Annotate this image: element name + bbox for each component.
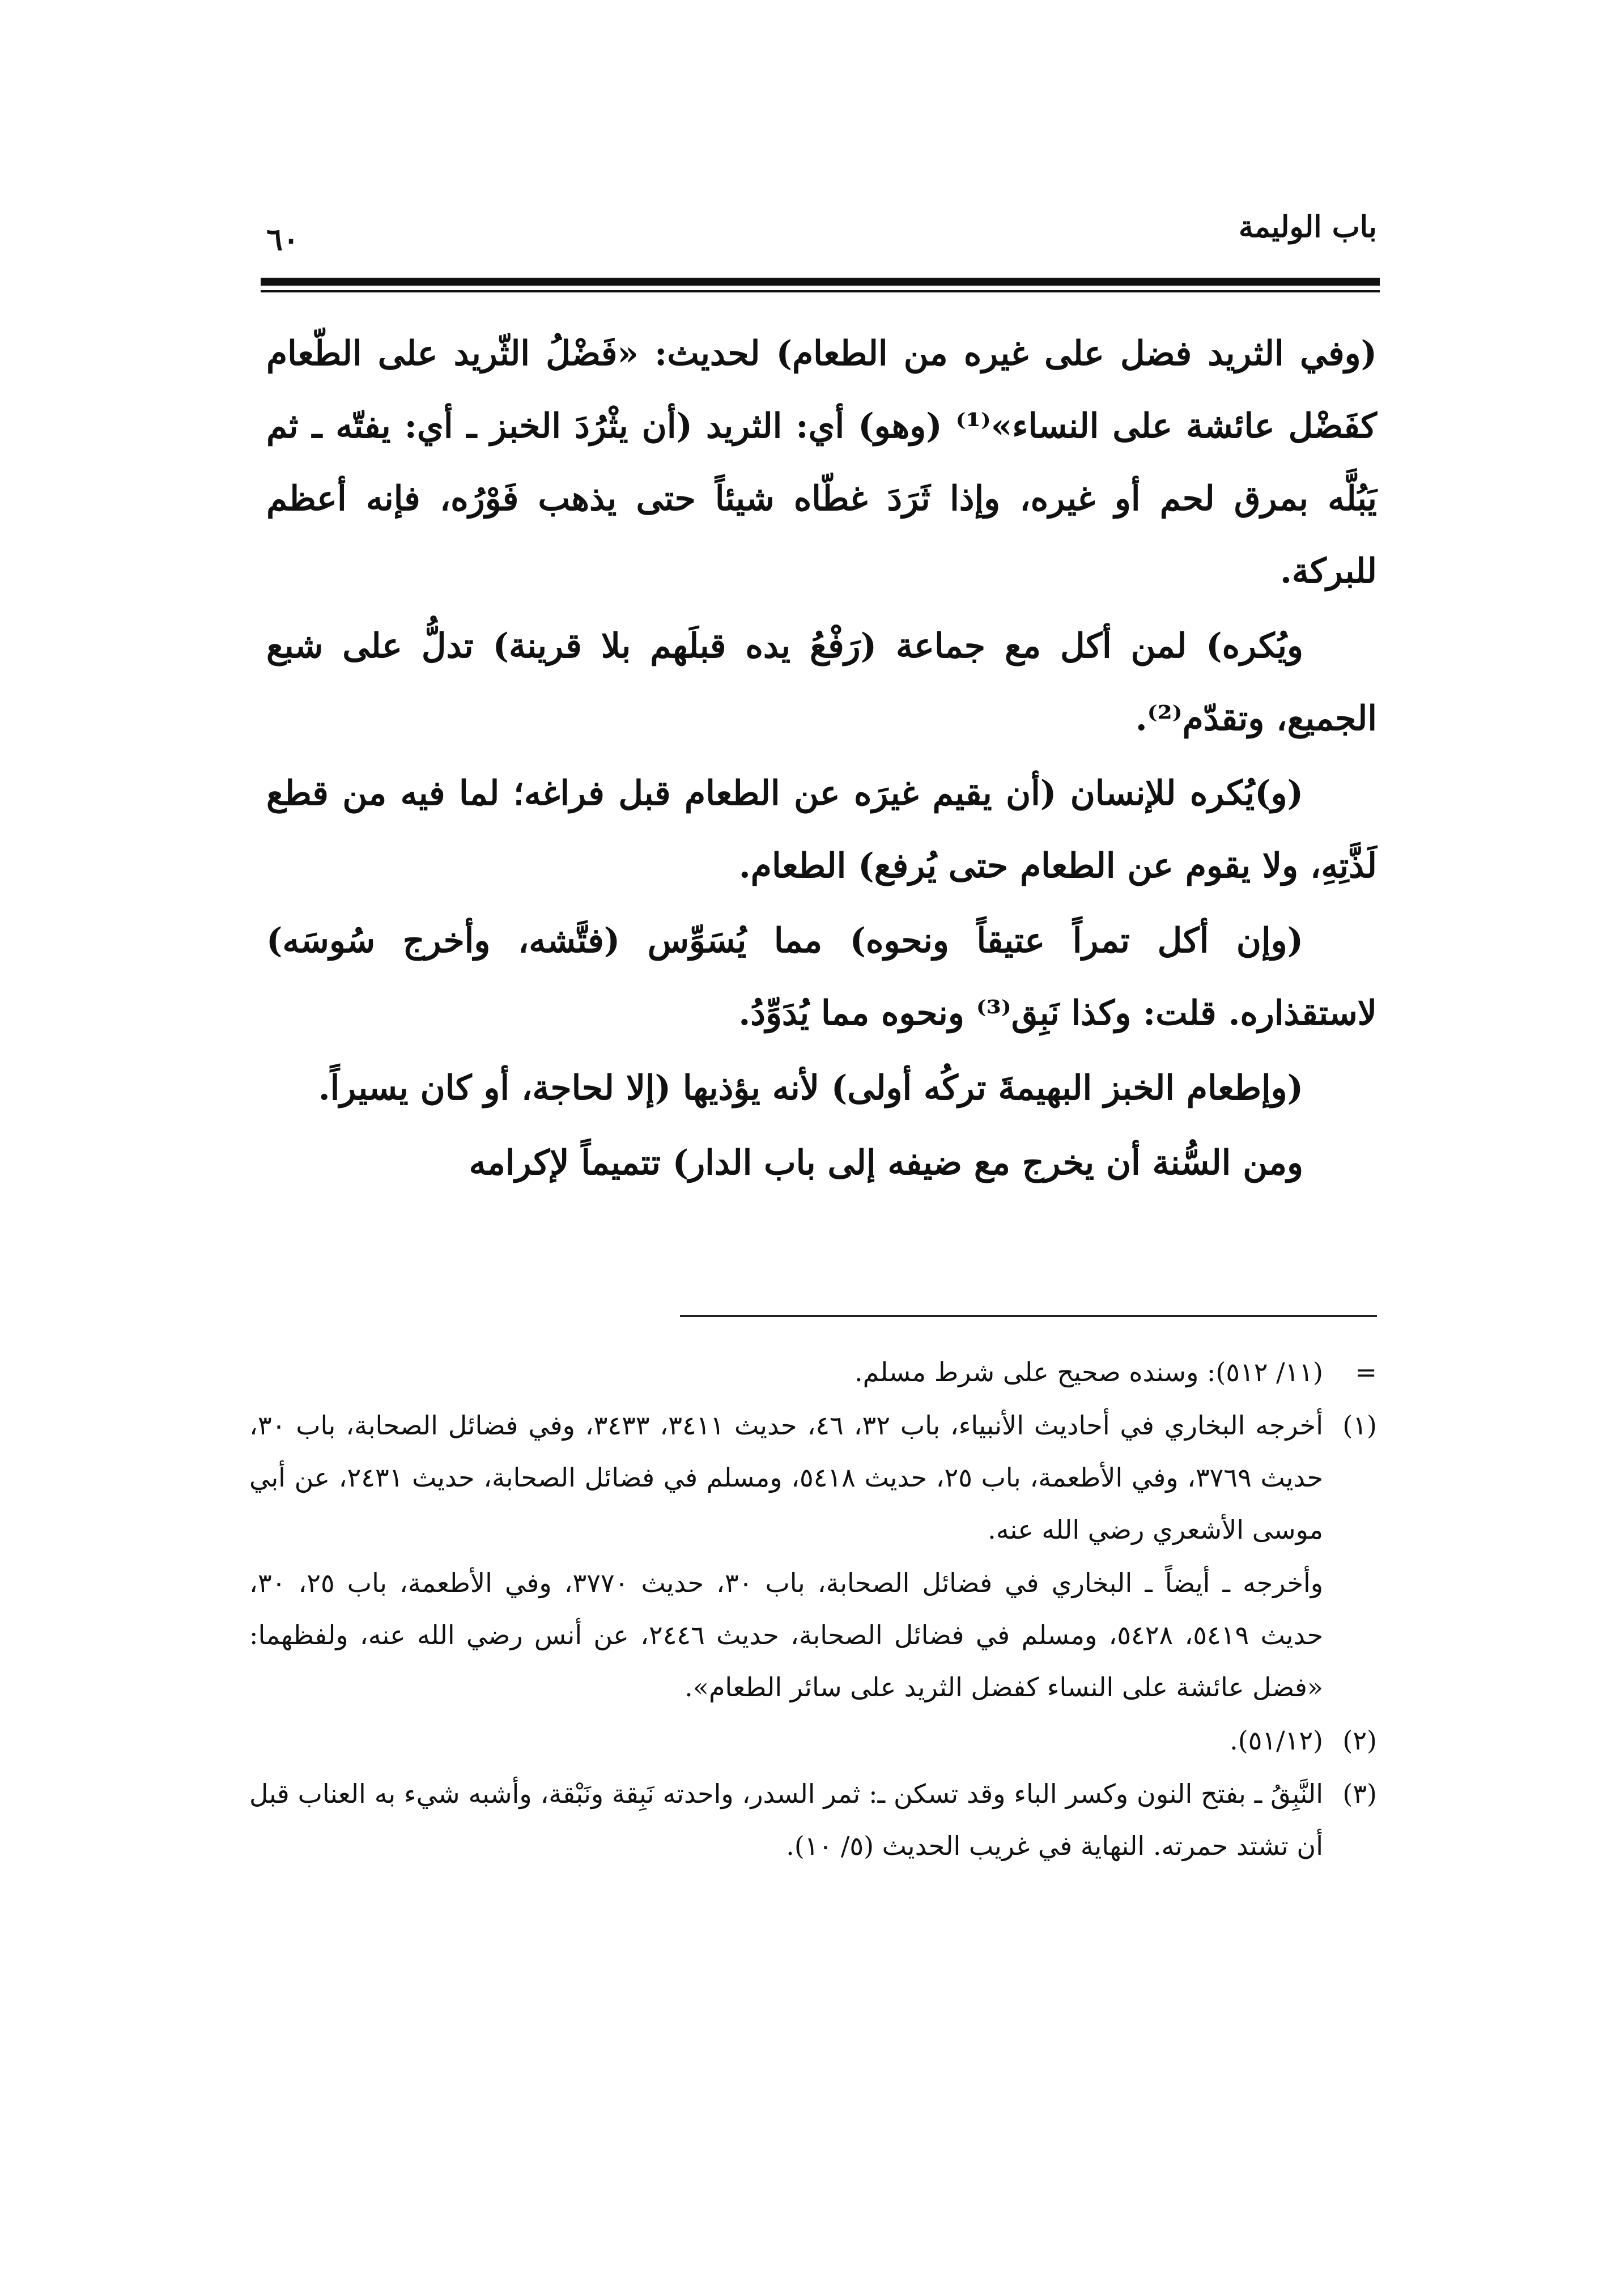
footnote-label: = [1355, 1357, 1377, 1387]
paragraph: (وإطعام الخبز البهيمةَ تركُه أولى) لأنه يؤذيها (إلا لحاجة، أو كان يسيراً. [318, 1068, 1303, 1108]
footnote-label: (٢) [1342, 1725, 1377, 1756]
paragraph: ويُكره) لمن أكل مع جماعة (رَفْعُ يده قبلَهم بلا قرينة) تدلُّ على شبع الجميع، وتقدّم⁽²⁾. [266, 626, 1377, 738]
paragraph: (وإن أكل تمراً عتيقاً ونحوه) مما يُسَوِّس (فتَّشه، وأخرج سُوسَه) لاستقذاره. قلت: وكذا نَبِق⁽³⁾ ونحوه مما يُدَوِّدُ. [266, 921, 1377, 1033]
footnote [249, 1346, 1377, 1398]
main-text [266, 317, 1377, 1199]
footnote-label: (٣) [1342, 1778, 1377, 1809]
footnotes [249, 1346, 1377, 1872]
footnote-label: (١) [1342, 1410, 1377, 1441]
footnote [249, 1768, 1377, 1872]
footnote-text: (١١/ ٥١٢): وسنده صحيح على شرط مسلم. [854, 1357, 1323, 1387]
page-number: ٦٠ [266, 221, 300, 257]
footnote-text: وأخرجه ـ أيضاً ـ البخاري في فضائل الصحابة، باب ٣٠، حديث ٣٧٧٠، وفي الأطعمة، باب ٢٥، ٣٠، حديث ٥٤١٩، ٥٤٢٨، ومسلم في فضائل الصحابة، حديث ٢٤٤٦، عن أنس رضي الله عنه، ولفظهما: «فضل عائشة على النساء كفضل الثريد على سائر الطعام». [249, 1568, 1324, 1702]
paragraph: ومن السُّنة أن يخرج مع ضيفه إلى باب الدار) تتميماً لإكرامه [469, 1143, 1303, 1183]
footnote-text: أخرجه البخاري في أحاديث الأنبياء، باب ٣٢، ٤٦، حديث ٣٤١١، ٣٤٣٣، وفي فضائل الصحابة، باب ٣٠، حديث ٣٧٦٩، وفي الأطعمة، باب ٢٥، حديث ٥٤١٨، ومسلم في فضائل الصحابة، حديث ٢٤٣١، عن أبي موسى الأشعري رضي الله عنه. [249, 1410, 1324, 1545]
header-rule-thick [261, 278, 1380, 286]
footnote-separator [680, 1315, 1377, 1317]
footnote [249, 1399, 1377, 1556]
header-rule-thin [261, 290, 1380, 292]
footnote [249, 1714, 1377, 1767]
paragraph: (و)يُكره للإنسان (أن يقيم غيرَه عن الطعام قبل فراغه؛ لما فيه من قطع لَذَّتِهِ، ولا يقوم عن الطعام حتى يُرفع) الطعام. [266, 774, 1377, 886]
footnote-text: (٥١/١٢). [1230, 1725, 1323, 1756]
chapter-title: باب الوليمة [1238, 210, 1377, 244]
footnote-continuation [249, 1557, 1377, 1713]
page-header [266, 204, 1377, 272]
footnote-text: النَّبِقُ ـ بفتح النون وكسر الباء وقد تسكن ـ: ثمر السدر، واحدته نَبِقة ونَبْقة، وأشبه شيء به العناب قبل أن تشتد حمرته. النهاية في غريب الحديث (٥/ ١٠). [249, 1778, 1323, 1861]
paragraph: (وفي الثريد فضل على غيره من الطعام) لحديث: «فَضْلُ الثّريد على الطّعام كفَضْل عائشة على النساء»⁽¹⁾ (وهو) أي: الثريد (أن يثْرُدَ الخبز ـ أي: يفتّه ـ ثم يَبُلَّه بمرق لحم أو غيره، وإذا ثَرَدَ غطّاه شيئاً حتى يذهب فَوْرُه، فإنه أعظم للبركة. [266, 334, 1377, 591]
